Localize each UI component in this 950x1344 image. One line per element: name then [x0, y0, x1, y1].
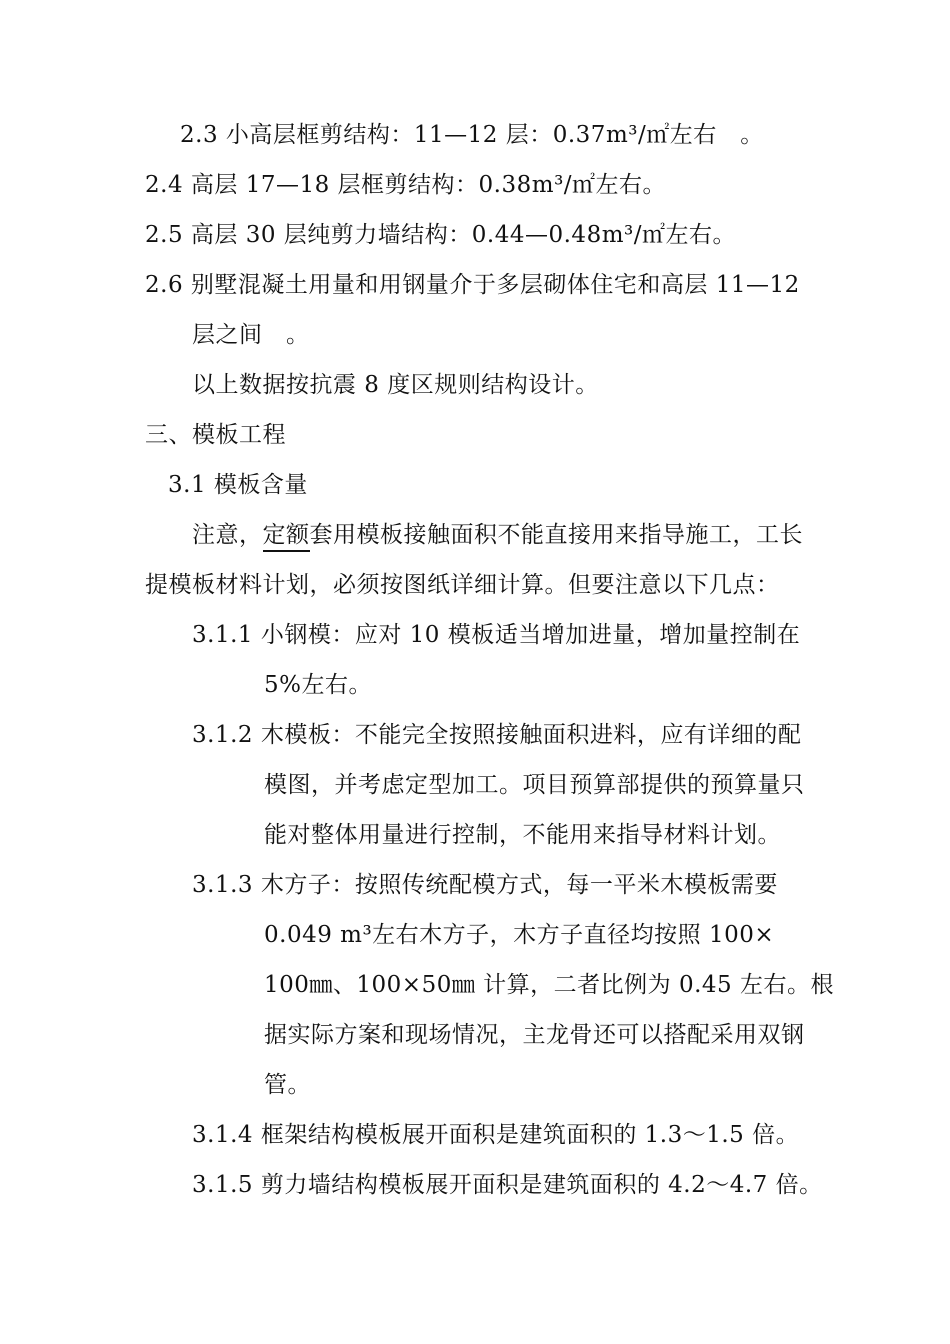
item-2-5: 2.5 高层 30 层纯剪力墙结构：0.44—0.48m³/㎡左右。 — [145, 222, 736, 248]
item-2-6: 2.6 别墅混凝土用量和用钢量介于多层砌体住宅和高层 11—12 — [145, 272, 800, 298]
item-3-1-3: 3.1.3 木方子：按照传统配模方式，每一平米木模板需要 — [192, 872, 778, 898]
underlined-term: 定额 — [263, 522, 310, 552]
item-3-1-3-continuation-4: 管。 — [264, 1072, 311, 1098]
note-paragraph-line-1 — [192, 521, 803, 549]
note-paragraph-line-2: 提模板材料计划，必须按图纸详细计算。但要注意以下几点： — [145, 572, 780, 598]
item-3-1-3-continuation-1: 0.049 m³左右木方子，木方子直径均按照 100× — [264, 922, 775, 948]
note-prefix: 注意， — [192, 522, 263, 548]
item-3-1-2: 3.1.2 木模板：不能完全按照接触面积进料，应有详细的配 — [192, 722, 802, 748]
item-3-1-2-continuation-2: 能对整体用量进行控制，不能用来指导材料计划。 — [264, 822, 781, 848]
note-text: 套用模板接触面积不能直接用来指导施工，工长 — [309, 522, 803, 548]
item-3-1-5: 3.1.5 剪力墙结构模板展开面积是建筑面积的 4.2～4.7 倍。 — [192, 1172, 823, 1198]
item-2-3: 2.3 小高层框剪结构：11—12 层：0.37m³/㎡左右 。 — [180, 122, 764, 148]
item-2-4: 2.4 高层 17—18 层框剪结构：0.38m³/㎡左右。 — [145, 172, 667, 198]
item-2-6-continuation: 层之间 。 — [192, 322, 310, 348]
item-3-1-3-continuation-2: 100㎜、100×50㎜ 计算，二者比例为 0.45 左右。根 — [264, 972, 834, 998]
design-note: 以上数据按抗震 8 度区规则结构设计。 — [192, 372, 599, 398]
item-3-1-3-continuation-3: 据实际方案和现场情况，主龙骨还可以搭配采用双钢 — [264, 1022, 805, 1048]
subsection-heading-3-1: 3.1 模板含量 — [168, 472, 308, 498]
item-3-1-4: 3.1.4 框架结构模板展开面积是建筑面积的 1.3～1.5 倍。 — [192, 1122, 800, 1148]
item-3-1-1-continuation: 5%左右。 — [264, 672, 372, 698]
item-3-1-1: 3.1.1 小钢模：应对 10 模板适当增加进量，增加量控制在 — [192, 622, 801, 648]
section-heading-formwork: 三、模板工程 — [145, 422, 286, 448]
item-3-1-2-continuation-1: 模图，并考虑定型加工。项目预算部提供的预算量只 — [264, 772, 805, 798]
